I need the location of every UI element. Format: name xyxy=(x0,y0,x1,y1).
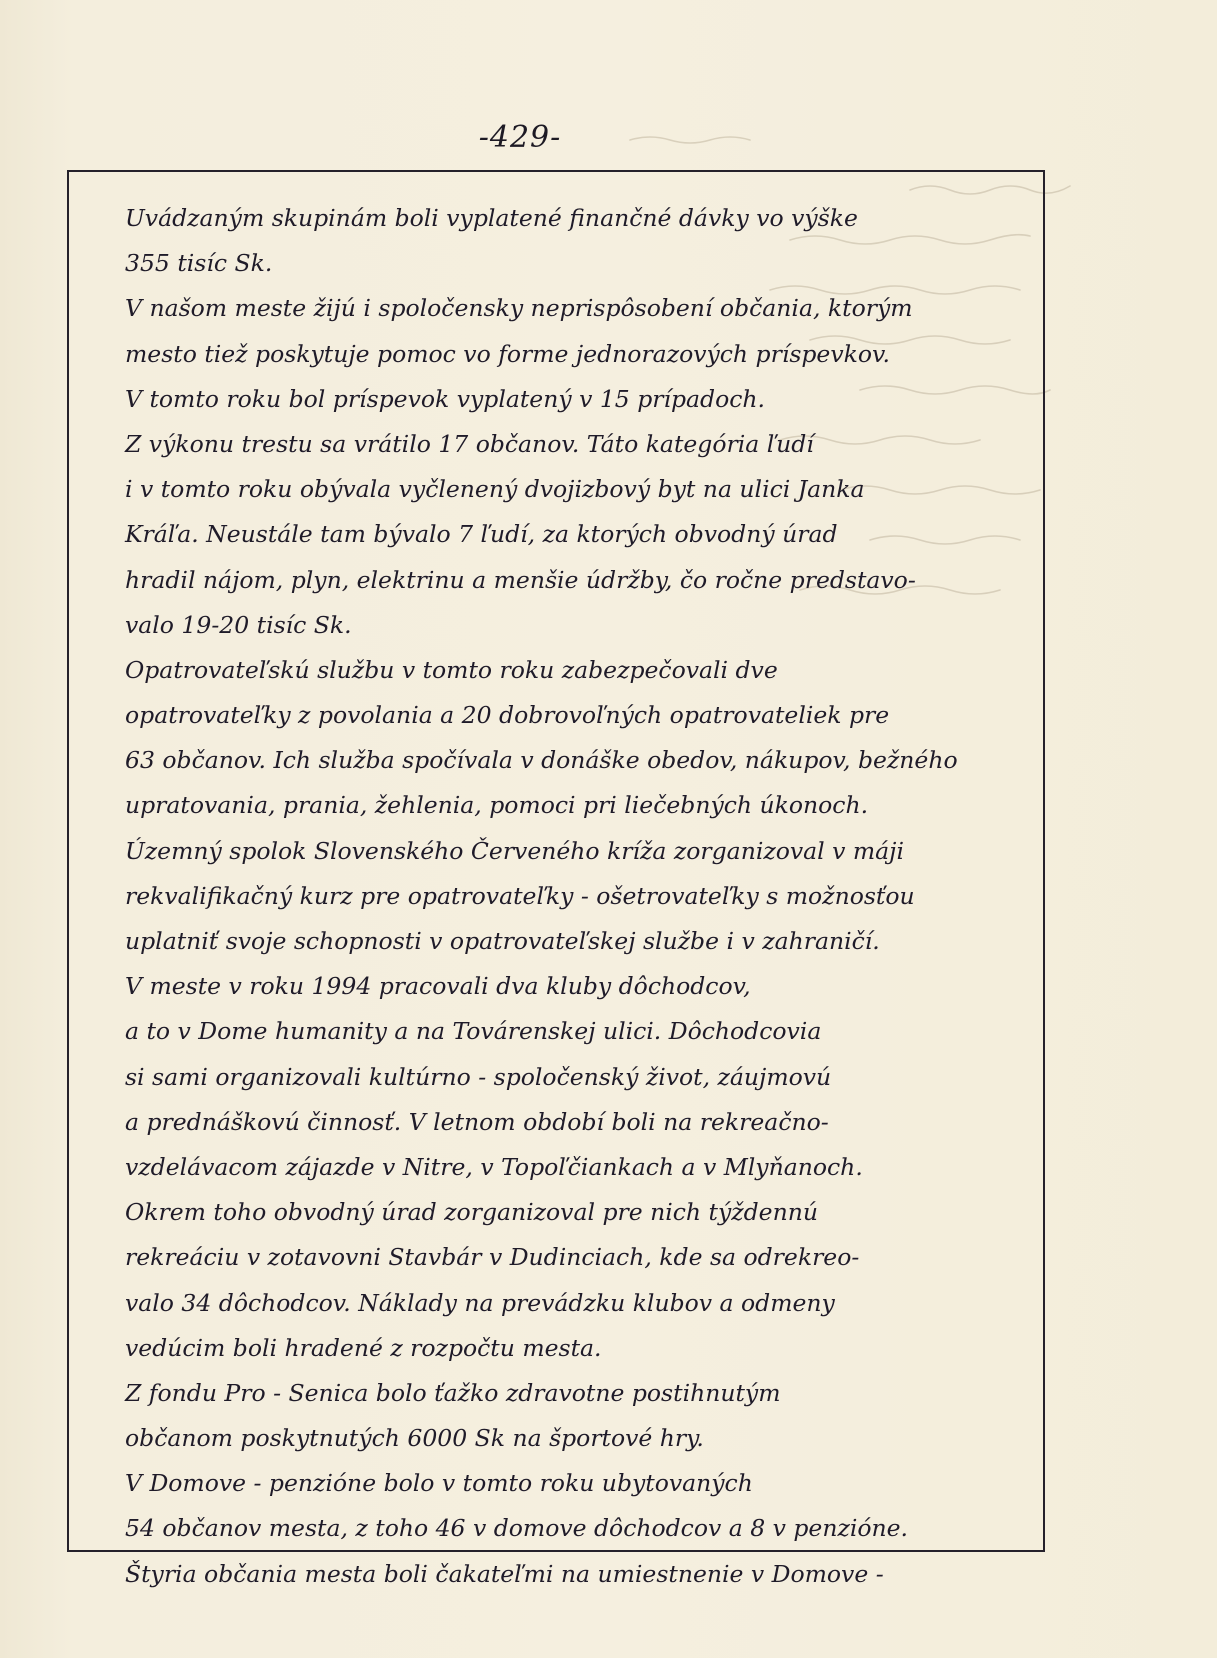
handwritten-text-body xyxy=(125,196,1043,1597)
text-line: Kráľa. Neustále tam bývalo 7 ľudí, za ktorých obvodný úrad xyxy=(125,520,838,549)
text-line: si sami organizovali kultúrno - spoločenský život, záujmovú xyxy=(125,1062,832,1091)
text-line: V tomto roku bol príspevok vyplatený v 15 prípadoch. xyxy=(125,384,765,413)
text-line: valo 19-20 tisíc Sk. xyxy=(125,610,352,639)
text-line: rekreáciu v zotavovni Stavbár v Dudinciach, kde sa odrekreo- xyxy=(125,1243,860,1272)
text-line: rekvalifikačný kurz pre opatrovateľky - ošetrovateľky s možnosťou xyxy=(125,881,915,910)
text-line: Z výkonu trestu sa vrátilo 17 občanov. Táto kategória ľudí xyxy=(125,429,814,458)
text-line: mesto tiež poskytuje pomoc vo forme jednorazových príspevkov. xyxy=(125,339,890,368)
text-line: a prednáškovú činnosť. V letnom období boli na rekreačno- xyxy=(125,1107,829,1136)
text-line: Okrem toho obvodný úrad zorganizoval pre nich týždennú xyxy=(125,1198,818,1227)
text-line: Uvádzaným skupinám boli vyplatené finančné dávky vo výške xyxy=(125,204,858,232)
text-line: 63 občanov. Ich služba spočívala v donáške obedov, nákupov, bežného xyxy=(125,746,958,775)
text-line: 54 občanov mesta, z toho 46 v domove dôchodcov a 8 v penzióne. xyxy=(125,1514,909,1543)
text-line: občanom poskytnutých 6000 Sk na športové hry. xyxy=(125,1424,704,1453)
text-line: V meste v roku 1994 pracovali dva kluby dôchodcov, xyxy=(125,972,751,1001)
text-line: uplatniť svoje schopnosti v opatrovateľskej službe i v zahraničí. xyxy=(125,927,880,955)
text-line: Z fondu Pro - Senica bolo ťažko zdravotne postihnutým xyxy=(125,1378,781,1407)
text-line: a to v Dome humanity a na Továrenskej ulici. Dôchodcovia xyxy=(125,1017,822,1046)
text-line: valo 34 dôchodcov. Náklady na prevádzku klubov a odmeny xyxy=(125,1288,835,1317)
text-line: Štyria občania mesta boli čakateľmi na umiestnenie v Domove - xyxy=(125,1559,884,1588)
text-line: upratovania, prania, žehlenia, pomoci pri liečebných úkonoch. xyxy=(125,791,869,820)
text-line: i v tomto roku obývala vyčlenený dvojizbový byt na ulici Janka xyxy=(125,475,865,504)
page-number: -429- xyxy=(478,120,562,155)
text-line: V Domove - penzióne bolo v tomto roku ubytovaných xyxy=(125,1469,753,1498)
text-line: opatrovateľky z povolania a 20 dobrovoľných opatrovateliek pre xyxy=(125,701,890,730)
text-line: Opatrovateľskú službu v tomto roku zabezpečovali dve xyxy=(125,655,778,684)
text-line: vzdelávacom zájazde v Nitre, v Topoľčiankach a v Mlyňanoch. xyxy=(125,1152,863,1181)
text-line: Územný spolok Slovenského Červeného kríža zorganizoval v máji xyxy=(125,836,904,865)
text-line: 355 tisíc Sk. xyxy=(125,249,273,278)
text-line: hradil nájom, plyn, elektrinu a menšie údržby, čo ročne predstavo- xyxy=(125,565,916,594)
text-line: vedúcim boli hradené z rozpočtu mesta. xyxy=(125,1333,602,1362)
text-line: V našom meste žijú i spoločensky neprispôsobení občania, ktorým xyxy=(125,294,913,323)
